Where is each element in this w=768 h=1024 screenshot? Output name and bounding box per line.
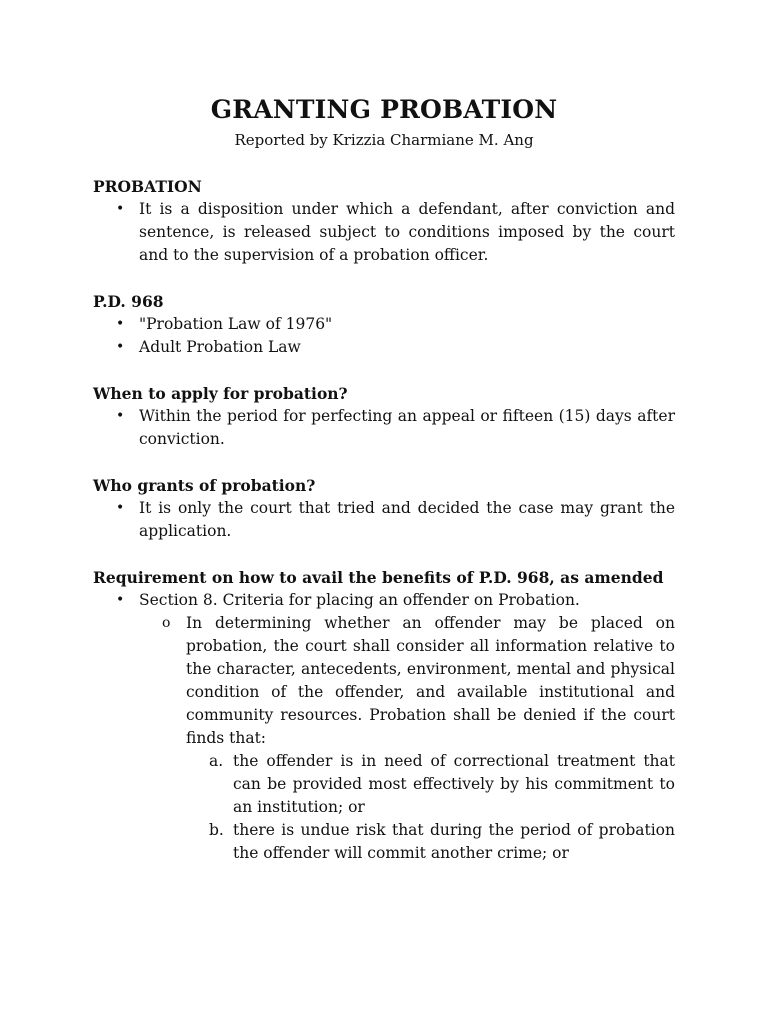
bullet-marker: • [116,316,125,332]
bullet-list [93,198,675,267]
bullet-list [93,589,675,865]
criteria-list [186,750,675,865]
bullet-marker: • [116,201,125,217]
list-item-text: It is a disposition under which a defendant, after conviction and sentence, is released subject to conditions imposed by the court and to the supervision of a probation officer. [139,200,675,264]
list-item [116,336,675,359]
bullet-marker: • [116,500,125,516]
section-heading: Who grants of probation? [93,476,316,495]
sub-list-item-text: In determining whether an offender may be placed on probation, the court shall consider all information relative to the character, antecedents, environment, mental and physical condition of the offender, and available institutional and community resources. Probation shall be denied if the court finds that: [186,614,675,747]
section-requirement [93,566,675,865]
circle-marker: o [162,615,171,631]
list-item [116,589,675,865]
list-item [116,313,675,336]
criteria-text: the offender is in need of correctional treatment that can be provided most effectively by his commitment to an institution; or [233,752,675,816]
section-heading: PROBATION [93,177,202,196]
bullet-list [93,497,675,543]
sub-list [139,612,675,865]
bullet-list [93,313,675,359]
section-heading: Requirement on how to avail the benefits of P.D. 968, as amended [93,568,664,587]
criteria-marker: b. [209,821,224,839]
list-item [116,405,675,451]
list-item-text: It is only the court that tried and decided the case may grant the application. [139,499,675,540]
criteria-marker: a. [209,752,224,770]
sub-list-item [162,612,675,865]
criteria-item [209,750,675,819]
section-when-to-apply [93,382,675,451]
section-heading: When to apply for probation? [93,384,348,403]
section-pd968 [93,290,675,359]
section-who-grants [93,474,675,543]
document-subtitle: Reported by Krizzia Charmiane M. Ang [234,131,534,149]
list-item-text: "Probation Law of 1976" [139,315,333,333]
document-page [93,92,675,888]
bullet-marker: • [116,592,125,608]
list-item [116,198,675,267]
section-heading: P.D. 968 [93,292,164,311]
bullet-list [93,405,675,451]
list-item-text: Section 8. Criteria for placing an offender on Probation. [139,591,580,609]
bullet-marker: • [116,339,125,355]
list-item-text: Within the period for perfecting an appeal or fifteen (15) days after conviction. [139,407,675,448]
criteria-text: there is undue risk that during the period of probation the offender will commit another crime; or [233,821,675,862]
section-probation [93,175,675,267]
list-item [116,497,675,543]
document-title: GRANTING PROBATION [210,95,558,124]
bullet-marker: • [116,408,125,424]
criteria-item [209,819,675,865]
list-item-text: Adult Probation Law [139,338,301,356]
